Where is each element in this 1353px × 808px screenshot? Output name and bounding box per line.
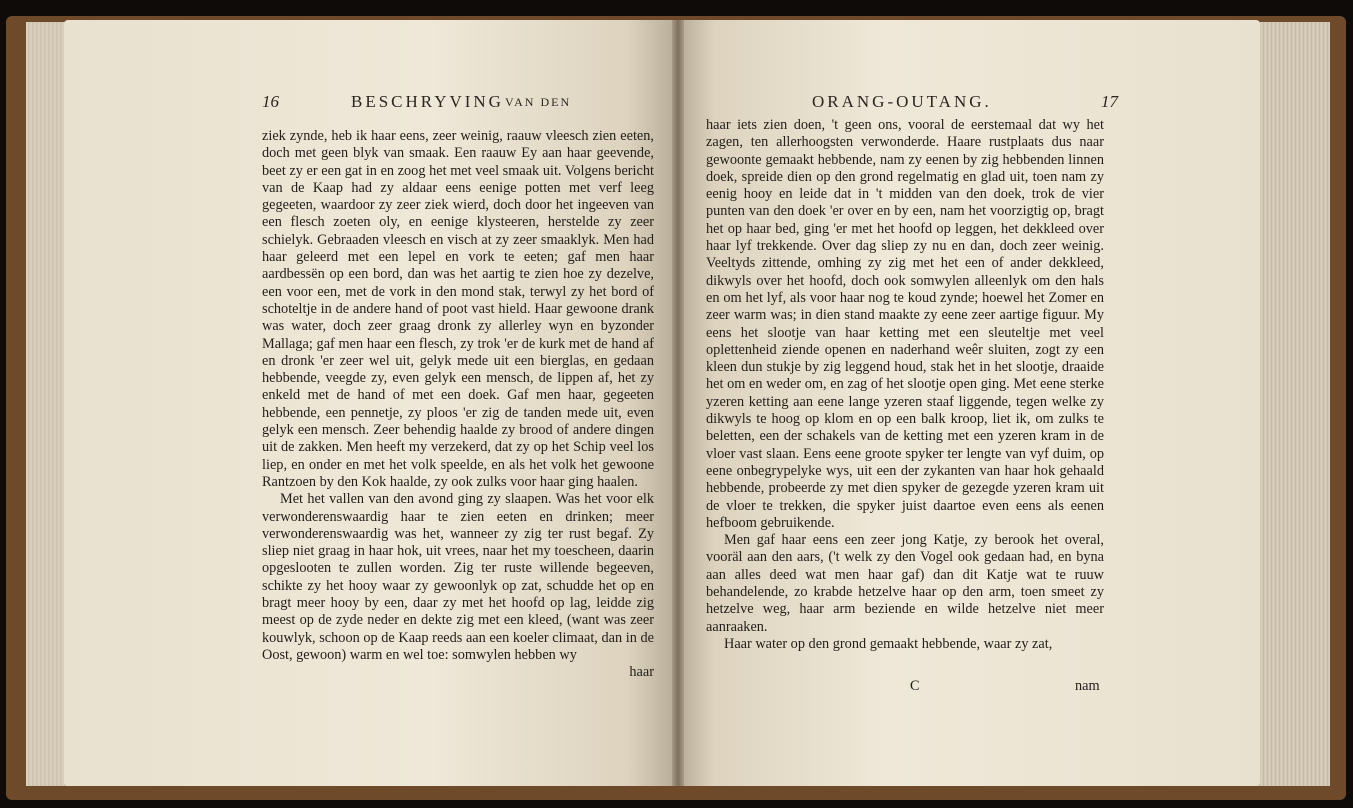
paragraph: Haar water op den grond gemaakt hebbende, waar zy zat, [724, 635, 1053, 652]
paragraph: Men gaf haar eens een zeer jong Katje, zy berook het overal, vooräl aan den aars, ('t welk zy den Vogel ook gedaan had, en byna aan alles deed wat men haar gaf) dan dit Katje wat te ruuw behandelende, zo krabde hetzelve haar op den arm, toen smeet zy hetzelve weg, haar arm beziende en wilde hetzelve niet meer aanraaken. [706, 532, 1104, 635]
left-page-number: 16 [262, 92, 279, 111]
right-page-number: 17 [1101, 92, 1118, 111]
paragraph: Met het vallen van den avond ging zy slaapen. Was het voor elk verwonderenswaardig haar te zien eeten en drinken; meer verwonderenswaardig was het, wanneer zy zig ter rust begaf. Zy sliep niet graag in haar hok, uit vrees, naar het my toescheen, daarin opgeslooten te zullen worden. Zig ter ruste willende begeeven, schikte zy het hooy waar zy gewoonlyk op zat, schudde het op en bragt meer hooy by een, daar zy met het hoofd op lag, leidde zig meest op de zyde neder en dekte zig met een kleed, (want was zeer kouwlyk, schoon op de Kaap reeds aan een koeler climaat, dan in de Oost, gewoon) warm en wel toe: somwylen hebben wy [262, 491, 654, 663]
paragraph: ziek zynde, heb ik haar eens, zeer weinig, raauw vleesch zien eeten, doch met geen blyk van smaak. Een raauw Ey aan haar geevende, beet zy er een gat in en zoog het met veel smaak uit. Volgens bericht van de Kaap had zy aldaar eens eenige potten met verf leeg gegeeten, waardoor zy zeer ziek wierd, doch door het ingeeven van een flesch zoeten oly, en eenige klysteeren, herstelde zy zeer schielyk. Gebraaden vleesch en visch at zy zeer smaaklyk. Men had haar geleerd met een lepel en vork te eeten; gaf men haar aardbessën op een bord, dan was het aartig te zien hoe zy dezelve, een voor een, met de vork in den mond stak, terwyl zy het bord of schoteltje in de andere hand of poot vast hield. Haar gewoone drank was water, doch zeer graag dronk zy allerley wyn en byzonder Mallaga; gaf men haar een flesch, zy trok 'er de kurk met de hand af en dronk 'er zeer wel uit, gelyk mede uit een bierglas, en gedaan hebbende, veegde zy, even gelyk een mensch, de lippen af, het zy enkeld met de hand of met een doek. Gaf men haar, gegeeten hebbende, een pennetje, zy ploos 'er zig de tanden mede uit, even gelyk een mensch. Zeer behendig haalde zy brood of andere dingen uit de zakken. Men heeft my verzekerd, dat zy op het Schip veel los liep, en onder en met het volk speelde, en als het volk het gewoone Rantzoen by den Kok haalde, zy ook zulks voor haar ging haalen. [262, 128, 654, 490]
left-page-body [262, 128, 654, 682]
right-running-head-title: ORANG-OUTANG. [812, 92, 992, 111]
left-running-head-title: BESCHRYVING [351, 92, 504, 111]
book-gutter [672, 20, 684, 786]
signature-mark: C [910, 678, 920, 694]
paragraph: haar iets zien doen, 't geen ons, vooral de eerstemaal dat wy het zagen, ten allerhoogsten verwonderde. Haare rustplaats dus naar gewoonte gemaakt hebbende, nam zy eenen by zig hebbenden linnen doek, spreide dien op den grond regelmatig en glad uit, toen nam zy eenig hooy en leide dat in 't midden van den doek, trok de vier punten van den doek 'er over en by een, nam het voorzigtig op, bragt het op haar bed, ging 'er met het hoofd op leggen, het dekkleed over haar lyf trekkende. Over dag sliep zy nu en dan, doch zeer weinig. Veeltyds zittende, omhing zy zig met het een of ander dekkleed, dikwyls over het hoofd, doch ook somwylen alleenlyk om den hals en om het lyf, als voor haar nog te koud zynde; hoewel het Zomer en zeer warm was; in dien stand maakte zy eene zeer aartige figuur. My eens het slootje van haar ketting met een sleuteltje met veel oplettenheid ziende openen en naderhand weêr sluiten, zogt zy een kleen dun stukje by zig leggend houd, stak het in het slootje, draaide het om en weder om, en zag of het slootje open ging. Met eene sterke yzeren ketting aan eene lange yzeren staaf liggende, tegen welke zy dikwyls te hoog op klom en op een balk kroop, liet ik, om zulks te beletten, een der schakels van de ketting met een yzeren kram in de vloer vast slaan. Eens eene groote spyker ter lengte van vyf duim, op eene onbegrypelyke wys, uit een der zykanten van haar hok gehaald hebbende, probeerde zy met dien spyker de gezegde yzeren kram uit de vloer te trekken, die spyker juist daartoe even eens als eenen hefboom gebruikende. [706, 117, 1104, 531]
right-catchword: nam [1075, 678, 1100, 694]
left-running-head-small: VAN DEN [505, 95, 572, 109]
right-page-body [706, 117, 1104, 653]
catchword: haar [629, 664, 654, 681]
